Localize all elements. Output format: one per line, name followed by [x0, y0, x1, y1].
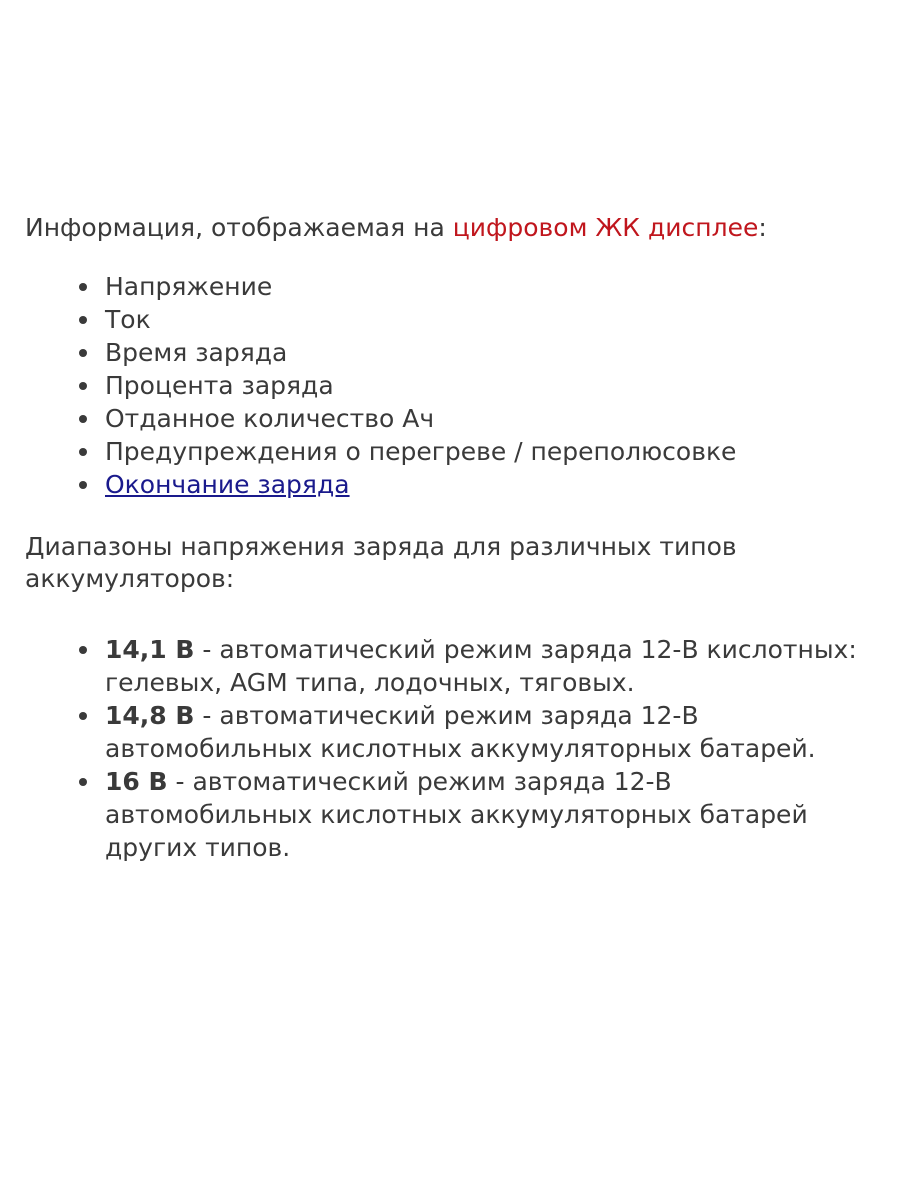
- feature-item-ah-delivered: Отданное количество Ач: [105, 402, 875, 435]
- range-description: - автоматический режим заряда 12-В автомобильных кислотных аккумуляторных батарей.: [105, 701, 816, 763]
- voltage-ranges-list: [25, 633, 875, 864]
- feature-item-voltage: Напряжение: [105, 270, 875, 303]
- range-description: - автоматический режим заряда 12-В кислотных: гелевых, AGM типа, лодочных, тяговых.: [105, 635, 857, 697]
- feature-item-charge-time: Время заряда: [105, 336, 875, 369]
- heading-prefix: Информация, отображаемая на: [25, 213, 453, 242]
- feature-item-current: Ток: [105, 303, 875, 336]
- range-voltage: 14,1 В: [105, 635, 195, 664]
- lcd-display-highlight: цифровом ЖК дисплее: [452, 213, 759, 242]
- range-voltage: 16 В: [105, 767, 168, 796]
- range-item: [105, 633, 875, 699]
- display-info-heading: [25, 210, 875, 246]
- feature-item-charge-end: [105, 468, 875, 501]
- range-item: [105, 765, 875, 864]
- document-body: [25, 210, 875, 864]
- voltage-ranges-heading: Диапазоны напряжения заряда для различных типов аккумуляторов:: [25, 532, 737, 593]
- charge-end-link[interactable]: Окончание заряда: [105, 470, 350, 499]
- feature-item-charge-percent: Процента заряда: [105, 369, 875, 402]
- display-features-list: [25, 270, 875, 501]
- feature-item-warnings: Предупреждения о перегреве / переполюсовке: [105, 435, 875, 468]
- range-item: [105, 699, 875, 765]
- range-description: - автоматический режим заряда 12-В автомобильных кислотных аккумуляторных батарей других типов.: [105, 767, 808, 862]
- heading-suffix: :: [758, 213, 767, 242]
- range-voltage: 14,8 В: [105, 701, 195, 730]
